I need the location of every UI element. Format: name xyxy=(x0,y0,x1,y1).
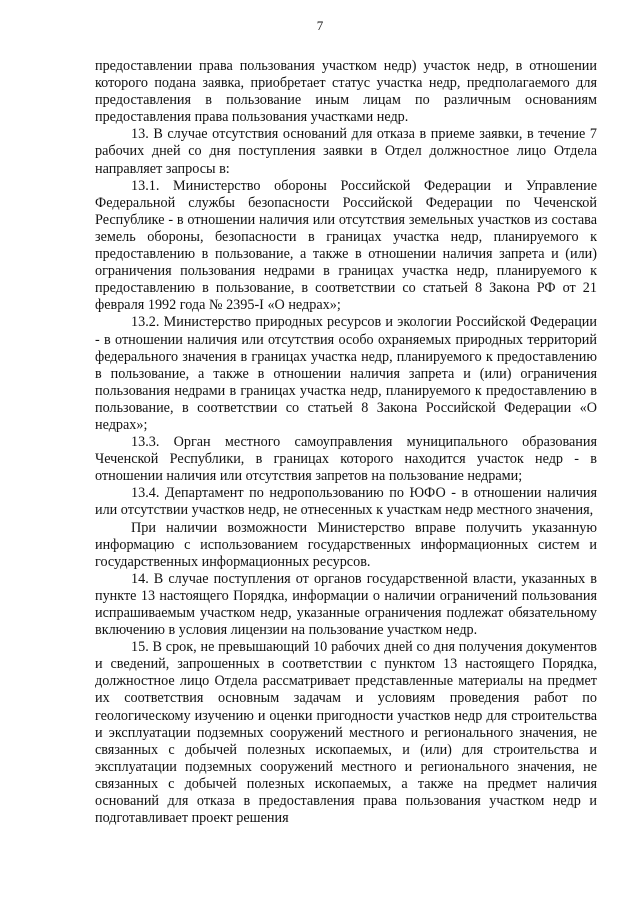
paragraph: 15. В срок, не превышающий 10 рабочих дней со дня получения документов и сведений, запрошенных в соответствии с пунктом 13 настоящего Порядка, должностное лицо Отдела рассматривает представленные материалы на предмет их соответствия основным задачам и условиям проведения работ по геологическому изучению и оценки пригодности участков недр для строительства и эксплуатации подземных сооружений местного и регионального значения, не связанных с добычей полезных ископаемых, и (или) для строительства и эксплуатации подземных сооружений местного и регионального значения, не связанных с добычей полезных ископаемых, а также на предмет наличия оснований для отказа в предоставления права пользования участком недр и подготавливает проект решения xyxy=(95,639,597,827)
paragraph: 13.4. Департамент по недропользованию по ЮФО - в отношении наличия или отсутствии участков недр, не отнесенных к участкам недр местного значения, xyxy=(95,485,597,519)
paragraph: 13. В случае отсутствия оснований для отказа в приеме заявки, в течение 7 рабочих дней со дня поступления заявки в Отдел должностное лицо Отдела направляет запросы в: xyxy=(95,126,597,177)
page-number: 7 xyxy=(316,18,324,33)
paragraph: 13.2. Министерство природных ресурсов и экологии Российской Федерации - в отношении наличия или отсутствия особо охраняемых природных территорий федерального значения в границах участка недр, планируемого к предоставлению в пользование, а также в отношении наличия запрета и (или) ограничения пользования недрами в границах участка недр, планируемого к предоставлению в пользование, в соответствии со статьей 8 Закона Российской Федерации «О недрах»; xyxy=(95,314,597,433)
paragraph: При наличии возможности Министерство вправе получить указанную информацию с использованием государственных информационных систем и государственных информационных ресурсов. xyxy=(95,519,597,570)
paragraph: 13.3. Орган местного самоуправления муниципального образования Чеченской Республики, в границах которого находится участок недр - в отношении наличия или отсутствия запретов на пользование недрами; xyxy=(95,434,597,485)
paragraph: предоставлении права пользования участком недр) участок недр, в отношении которого подана заявка, приобретает статус участка недр, предполагаемого для предоставления в пользование иным лицам по различным основаниям предоставления права пользования участками недр. xyxy=(95,58,597,126)
paragraph: 13.1. Министерство обороны Российской Федерации и Управление Федеральной службы безопасности Российской Федерации по Чеченской Республике - в отношении наличия или отсутствия земельных участков из состава земель обороны, безопасности в границах участка недр, планируемого к предоставлению в пользование, а также в отношении наличия запрета и (или) ограничения пользования недрами в границах участка недр, планируемого к предоставлению в пользование, в соответствии со статьей 8 Закона РФ от 21 февраля 1992 года № 2395-I «О недрах»; xyxy=(95,177,597,314)
paragraph: 14. В случае поступления от органов государственной власти, указанных в пункте 13 настоящего Порядка, информации о наличии ограничений пользования испрашиваемым участком недр, указанные ограничения подлежат обязательному включению в условия лицензии на пользование участком недр. xyxy=(95,570,597,639)
document-body xyxy=(95,58,597,827)
